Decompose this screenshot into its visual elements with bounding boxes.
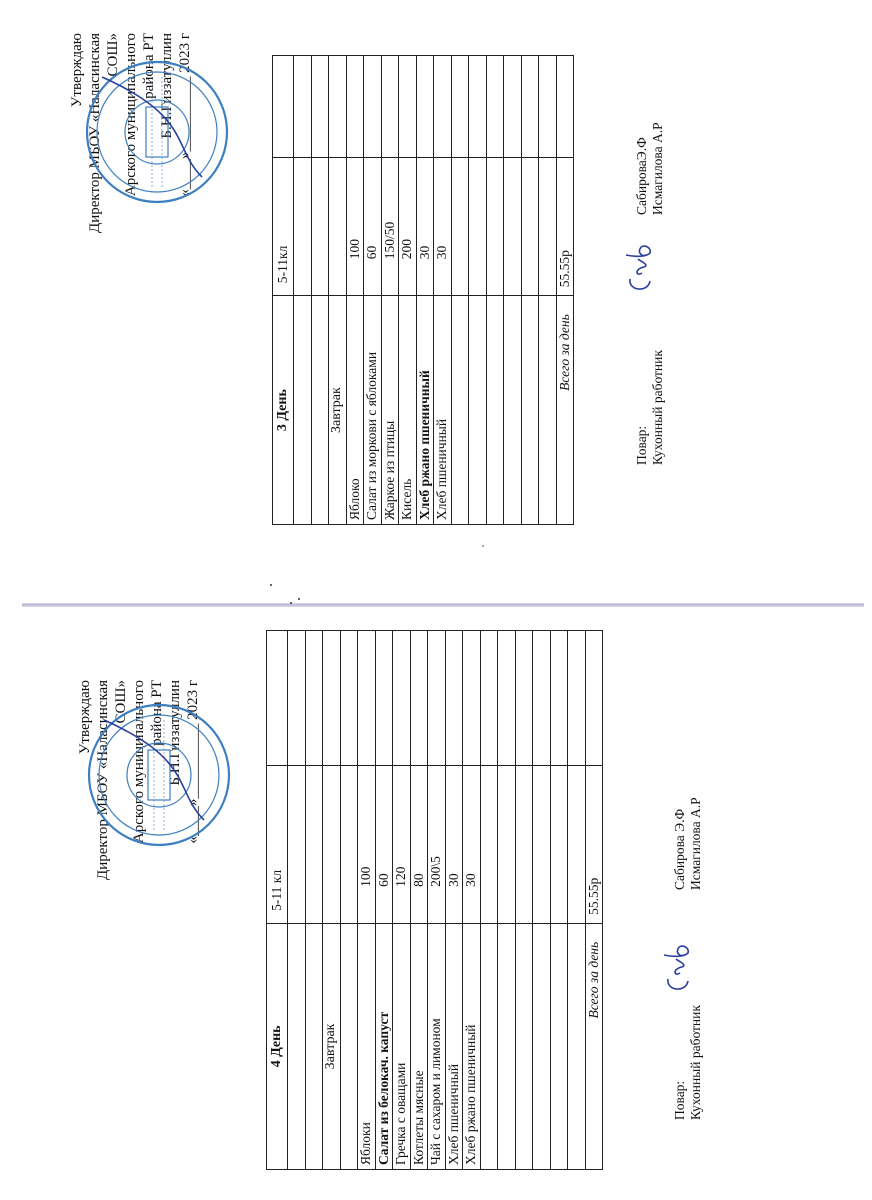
approval-position: Директор МБОУ «Наласинская: [87, 32, 103, 233]
cook-signature-image: [660, 939, 696, 995]
menu-item-name: Хлеб пшеничный: [445, 923, 463, 1169]
menu-item-portion: 120: [393, 765, 411, 923]
approval-district: Арского муниципального: [123, 33, 139, 197]
approval-region: района РТ: [141, 33, 157, 99]
approval-region: района РТ: [149, 680, 165, 746]
page-fold-divider: [22, 603, 864, 607]
menu-item-name: Хлеб пшеничный: [434, 296, 452, 525]
approval-district: Арского муниципального: [131, 680, 147, 844]
day-title: 4 День: [267, 923, 288, 1169]
menu-table-day-4: [266, 630, 603, 1170]
menu-item-name: Кисель: [399, 296, 417, 525]
meal-label: Завтрак: [329, 296, 347, 525]
cook-label: Повар:: [634, 425, 649, 465]
approval-school: СОШ»: [105, 33, 121, 77]
worker-label: Кухонный работник: [688, 1005, 703, 1120]
cook-name: Сабирова Э.Ф: [672, 808, 687, 890]
menu-sheet-day-3: [69, 32, 762, 525]
cook-name: СабироваЭ.Ф: [634, 137, 649, 215]
total-value: 55.55р: [556, 158, 574, 296]
menu-item-name: Салат из белокач. капуст: [375, 923, 393, 1169]
total-value: 55.55р: [585, 765, 603, 923]
menu-item-name: Гречка с оващами: [393, 923, 411, 1169]
approval-date: «____»__________ 2023 г: [177, 33, 193, 197]
cook-label: Повар:: [672, 1080, 687, 1120]
meal-label: Завтрак: [323, 923, 341, 1169]
menu-item-name: Чай с сахаром и лимоном: [428, 923, 446, 1169]
class-label: 5-11кл: [273, 158, 294, 296]
menu-item-portion: 100: [346, 158, 364, 296]
signatures-block: [672, 680, 704, 1120]
approval-date: «____»__________ 2023 г: [185, 680, 201, 844]
approval-director-name: Б.Н.Гиззатуллин: [167, 680, 183, 786]
menu-item-portion: 60: [375, 765, 393, 923]
menu-item-portion: 150/50: [381, 158, 399, 296]
menu-item-name: Хлеб ржано пшеничный: [463, 923, 481, 1169]
menu-item-portion: 200\5: [428, 765, 446, 923]
menu-item-portion: 80: [410, 765, 428, 923]
menu-item-name: Яблоки: [358, 923, 376, 1169]
menu-item-portion: 100: [358, 765, 376, 923]
worker-name: Исмагилова А.Р: [650, 122, 665, 215]
approval-director-name: Б.Н.Гиззатуллин: [159, 33, 175, 139]
scan-speck: [270, 584, 272, 586]
approval-title: Утверждаю: [77, 680, 93, 755]
worker-label: Кухонный работник: [650, 350, 665, 465]
menu-item-name: Хлеб ржано пшеничный: [416, 296, 434, 525]
worker-name: Исмагилова А.Р: [688, 797, 703, 890]
menu-item-name: Котлеты мясные: [410, 923, 428, 1169]
scan-speck: [298, 598, 300, 600]
menu-item-name: Яблоко: [346, 296, 364, 525]
class-label: 5-11 кл: [267, 765, 288, 923]
approval-position: Директор МБОУ «Наласинская: [95, 679, 111, 880]
school-stamp-image: [82, 57, 232, 207]
menu-item-name: Салат из моркови с яблоками: [364, 296, 382, 525]
cook-signature-image: [622, 239, 658, 295]
menu-sheet-day-4: [77, 630, 746, 1170]
menu-item-name: Жаркое из птицы: [381, 296, 399, 525]
day-title: 3 День: [273, 296, 294, 525]
approval-school: СОШ»: [113, 680, 129, 724]
menu-item-portion: 30: [463, 765, 481, 923]
menu-item-portion: 200: [399, 158, 417, 296]
scan-speck: [290, 602, 292, 604]
menu-item-portion: 30: [445, 765, 463, 923]
menu-item-portion: 30: [434, 158, 452, 296]
school-stamp-image: [84, 700, 234, 850]
menu-item-portion: 30: [416, 158, 434, 296]
approval-title: Утверждаю: [69, 33, 85, 108]
menu-table-day-3: [272, 55, 574, 525]
total-label: Всего за день: [585, 923, 603, 1169]
menu-item-portion: 60: [364, 158, 382, 296]
total-label: Всего за день: [556, 296, 574, 525]
scan-speck: [482, 545, 484, 547]
